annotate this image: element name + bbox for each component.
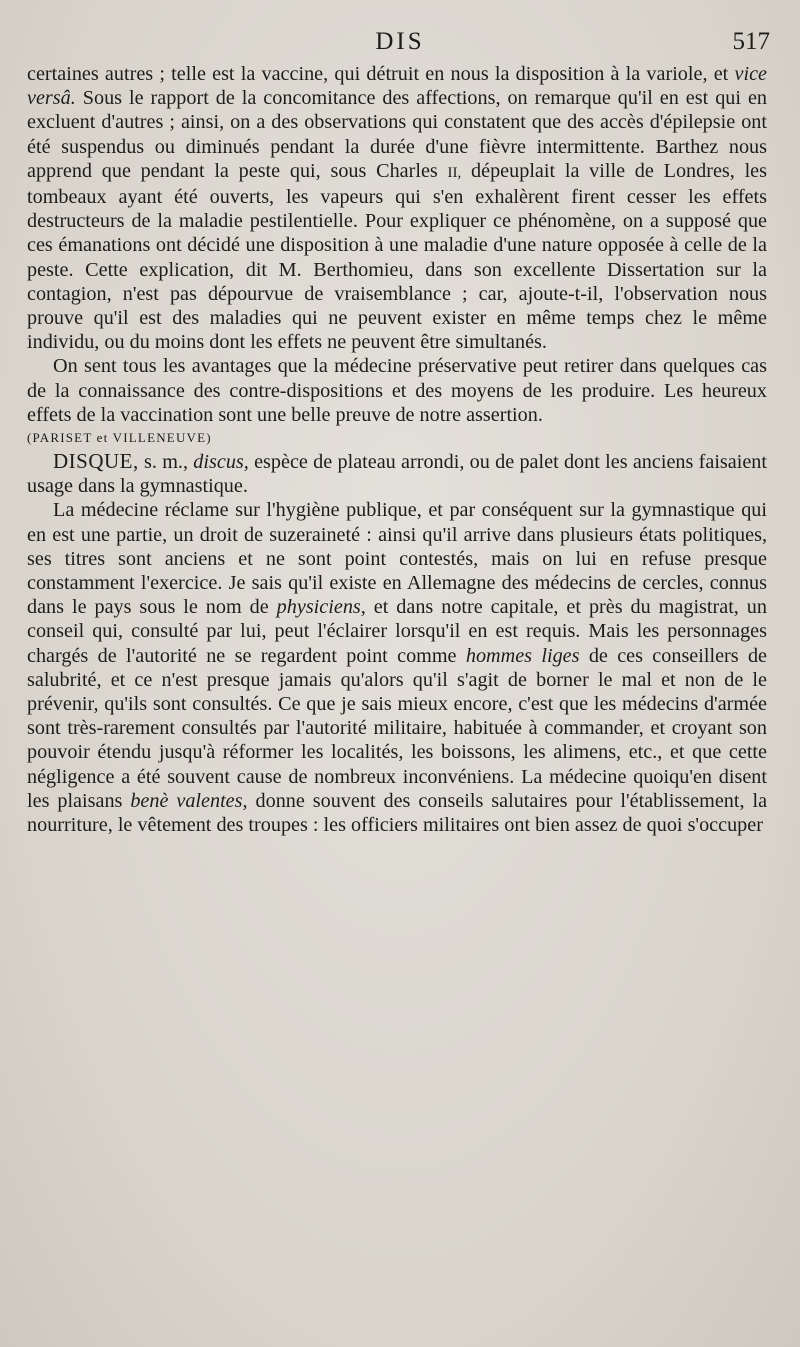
roman-numeral: II, — [447, 164, 462, 181]
paragraph-contre-dispositions — [27, 62, 767, 354]
running-title: DIS — [375, 28, 425, 55]
entry-latin-term: discus, — [193, 451, 249, 474]
paragraph-text: et dans notre capitale, et près du magistrat, un conseil qui, consulté par lui, peut l'éclairer lorsqu'il en est requis. Mais les personnages chargés de l'autorité ne se regardent point comme — [27, 596, 767, 667]
entry-part-of-speech: s. m., — [144, 451, 189, 474]
page-number: 517 — [732, 28, 770, 55]
paragraph-text: certaines autres ; telle est la vaccine, qui détruit en nous la disposition à la variole, et — [27, 63, 729, 85]
dictionary-entry-disque — [27, 449, 767, 498]
italic-phrase: benè valentes, — [130, 789, 248, 812]
italic-phrase: hommes liges — [465, 644, 580, 667]
entry-definition: espèce de plateau arrondi, ou de palet dont les anciens faisaient usage dans la gymnastique. — [27, 451, 768, 498]
italic-phrase: physiciens, — [276, 596, 366, 619]
paragraph-text: dépeuplait la ville de Londres, les tombeaux ayant été ouverts, les vapeurs qui s'en exhalèrent firent cesser les effets destructeurs de la maladie pestilentielle. Pour expliquer ce phénomène, on a supposé que ces émanations ont décidé une disposition à une maladie d'une nature opposée à celle de la peste. Cette explication, dit M. Berthomieu, dans son excellente Dissertation sur la contagion, n'est pas dépourvue de vraisemblance ; car, ajoute-t-il, l'observation nous prouve qu'il est des maladies qui ne peuvent exister en même temps chez le même individu, ou du moins dont les effets ne peuvent être simultanés. — [27, 159, 767, 354]
author-signature: (PARISET et VILLENEUVE) — [27, 430, 212, 446]
paragraph-text: La médecine réclame sur l'hygiène publique, et par conséquent sur la gymnastique qui en est une partie, un droit de suzeraineté : ainsi qu'il arrive dans plusieurs états politiques, ses titres sont anciens et ne sont point contestés, mais on lui en refuse presque constamment l'exercice. Je sais qu'il existe en Allemagne des médecins de cercles, connus dans le pays sous le nom de — [27, 499, 767, 619]
paragraph-text: donne souvent des conseils salutaires pour l'établissement, la nourriture, le vêtement des troupes : les officiers militaires ont bien assez de quoi s'occuper — [27, 789, 768, 837]
running-head — [30, 28, 770, 64]
paragraph-medecine — [27, 498, 767, 837]
paragraph-text: Sous le rapport de la concomitance des affections, on remarque qu'il en est qui en excluent d'autres ; ainsi, on a des observations qui constatent que des accès d'épilepsie ont été suspendus ou diminués pendant la durée d'une fièvre intermittente. Barthez nous apprend que pendant la peste qui, sous Charles — [27, 87, 768, 182]
paragraph-avantages: On sent tous les avantages que la médecine préservative peut retirer dans quelques cas de la connaissance des contre-dispositions et des moyens de les produire. Les heureux effets de la vaccination sont une belle preuve de notre assertion. — [27, 355, 767, 426]
body-text — [27, 62, 767, 837]
paragraph-text: de ces conseillers de salubrité, et ce n'est presque jamais qu'alors qu'il s'agit de borner le mal et non de le prévenir, qu'ils sont consultés. Ce que je sais mieux encore, c'est que les médecins d'armée sont très-rarement consultés par l'autorité militaire, habituée à commander, et croyant son pouvoir étendu jusqu'à réformer les localités, les boissons, les alimens, etc., et que cette négligence a été souvent cause de nombreux inconvéniens. La médecine quoiqu'en disent les plaisans — [27, 644, 768, 812]
entry-headword: DISQUE, — [53, 449, 139, 474]
italic-phrase: vice versâ. — [27, 63, 768, 110]
